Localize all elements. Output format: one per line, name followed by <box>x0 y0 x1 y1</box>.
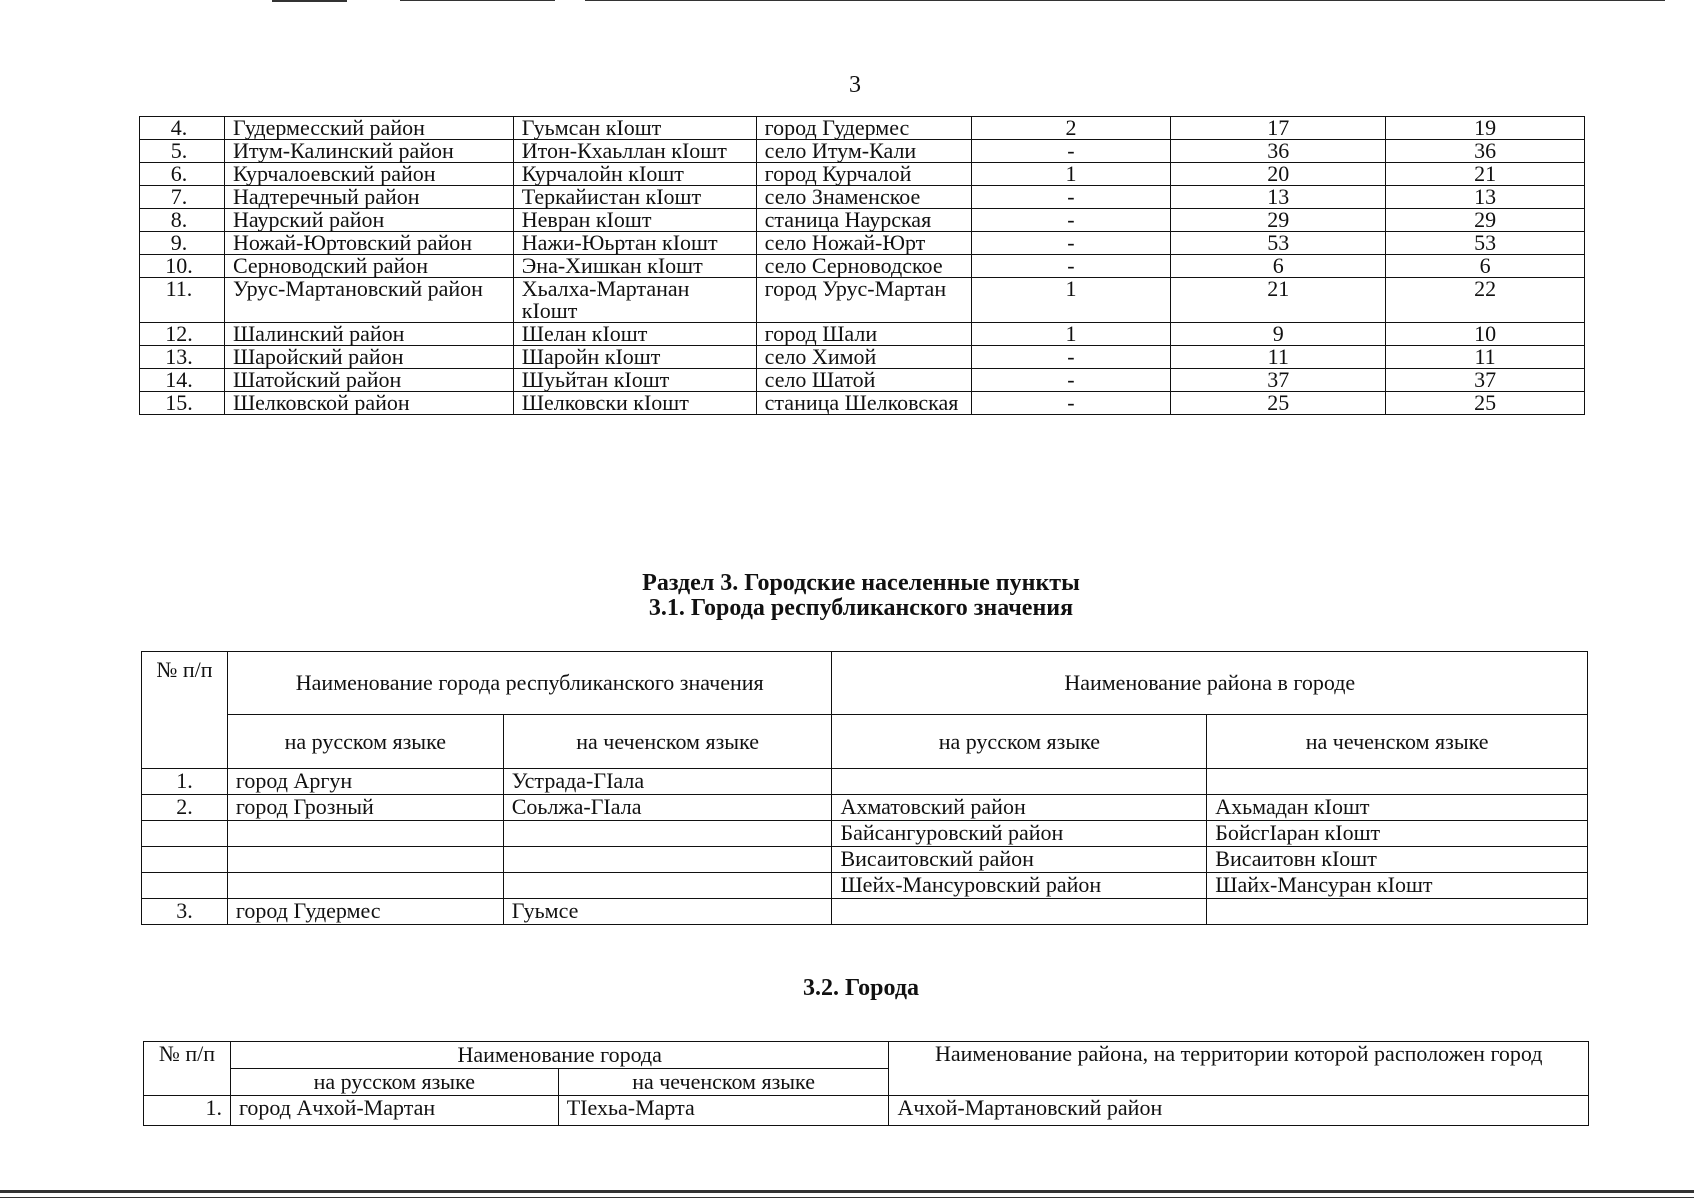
table-row <box>142 873 1588 899</box>
row-number <box>142 821 228 847</box>
section-title: Раздел 3. Городские населенные пункты <box>642 570 1080 596</box>
administrative-center: станица Наурская <box>756 209 971 232</box>
row-number: 11. <box>140 278 225 323</box>
district-name-ru: Шелковской район <box>224 392 513 415</box>
scan-line-bottom <box>0 1197 1694 1198</box>
rural-settlement-count: 29 <box>1171 209 1386 232</box>
header-city-ce: на чеченском языке <box>558 1069 889 1096</box>
administrative-center: город Курчалой <box>756 163 971 186</box>
administrative-center: город Урус-Мартан <box>756 278 971 323</box>
total-settlement-count: 13 <box>1386 186 1585 209</box>
city-name-ru <box>227 847 503 873</box>
cities-table <box>143 1041 1589 1126</box>
table-row <box>142 795 1588 821</box>
total-settlement-count: 6 <box>1386 255 1585 278</box>
header-district: Наименование района, на территории которой расположен город <box>889 1042 1589 1096</box>
city-district-ce: Шайх-Мансуран кIошт <box>1207 873 1588 899</box>
city-district-ru: Висаитовский район <box>832 847 1207 873</box>
rural-settlement-count: 36 <box>1171 140 1386 163</box>
table-row <box>140 186 1585 209</box>
table-row <box>140 163 1585 186</box>
district-name-ce: Нажи-Юьртан кIошт <box>513 232 756 255</box>
district-name-ru: Курчалоевский район <box>224 163 513 186</box>
total-settlement-count: 19 <box>1386 117 1585 140</box>
header-city-ru: на русском языке <box>227 715 503 769</box>
city-district-ce: Ахьмадан кIошт <box>1207 795 1588 821</box>
rural-settlement-count: 6 <box>1171 255 1386 278</box>
district-name-ru: Шалинский район <box>224 323 513 346</box>
row-number: 2. <box>142 795 228 821</box>
rural-settlement-count: 37 <box>1171 369 1386 392</box>
rural-settlement-count: 17 <box>1171 117 1386 140</box>
district-name-ce: Теркайистан кIошт <box>513 186 756 209</box>
row-number: 7. <box>140 186 225 209</box>
table-row <box>140 209 1585 232</box>
header-district-ru: на русском языке <box>832 715 1207 769</box>
administrative-center: село Шатой <box>756 369 971 392</box>
row-number <box>142 873 228 899</box>
header-city-ce: на чеченском языке <box>503 715 832 769</box>
administrative-center: город Шали <box>756 323 971 346</box>
table-row <box>140 278 1585 323</box>
city-name-ce <box>503 847 832 873</box>
administrative-center: село Знаменское <box>756 186 971 209</box>
city-district-ru <box>832 769 1207 795</box>
city-district-ce: БойсгIаран кIошт <box>1207 821 1588 847</box>
total-settlement-count: 37 <box>1386 369 1585 392</box>
urban-settlement-count: 2 <box>971 117 1171 140</box>
city-name-ce: Устрада-ГIала <box>503 769 832 795</box>
city-name-ce: Соьлжа-ГIала <box>503 795 832 821</box>
header-city: Наименование города республиканского значения <box>227 652 832 715</box>
total-settlement-count: 11 <box>1386 346 1585 369</box>
table-row <box>140 346 1585 369</box>
header-num: № п/п <box>142 652 228 769</box>
district-name-ce: Шелковски кIошт <box>513 392 756 415</box>
total-settlement-count: 10 <box>1386 323 1585 346</box>
table-row <box>140 369 1585 392</box>
district-name: Ачхой-Мартановский район <box>889 1096 1589 1126</box>
row-number: 14. <box>140 369 225 392</box>
district-name-ru: Итум-Калинский район <box>224 140 513 163</box>
total-settlement-count: 22 <box>1386 278 1585 323</box>
table-row <box>140 392 1585 415</box>
city-name-ru: город Аргун <box>227 769 503 795</box>
row-number: 12. <box>140 323 225 346</box>
row-number <box>142 847 228 873</box>
urban-settlement-count: 1 <box>971 163 1171 186</box>
republican-cities-table <box>141 651 1588 925</box>
row-number: 10. <box>140 255 225 278</box>
scan-line-top <box>272 0 347 2</box>
administrative-center: станица Шелковская <box>756 392 971 415</box>
district-name-ce: Шелан кIошт <box>513 323 756 346</box>
row-number: 15. <box>140 392 225 415</box>
header-district: Наименование района в городе <box>832 652 1588 715</box>
rural-settlement-count: 20 <box>1171 163 1386 186</box>
urban-settlement-count: 1 <box>971 323 1171 346</box>
city-district-ce: Висаитовн кIошт <box>1207 847 1588 873</box>
table-row <box>142 899 1588 925</box>
city-name-ce <box>503 873 832 899</box>
rural-settlement-count: 13 <box>1171 186 1386 209</box>
city-district-ce <box>1207 769 1588 795</box>
row-number: 6. <box>140 163 225 186</box>
table-row <box>140 255 1585 278</box>
row-number: 5. <box>140 140 225 163</box>
district-name-ce: Гуьмсан кIошт <box>513 117 756 140</box>
table-row <box>142 769 1588 795</box>
total-settlement-count: 25 <box>1386 392 1585 415</box>
district-name-ru: Шатойский район <box>224 369 513 392</box>
district-name-ce: Шуьйтан кIошт <box>513 369 756 392</box>
district-name-ce: Невран кIошт <box>513 209 756 232</box>
city-name-ru <box>227 821 503 847</box>
urban-settlement-count: 1 <box>971 278 1171 323</box>
district-name-ru: Урус-Мартановский район <box>224 278 513 323</box>
rural-settlement-count: 25 <box>1171 392 1386 415</box>
city-district-ce <box>1207 899 1588 925</box>
district-name-ru: Надтеречный район <box>224 186 513 209</box>
urban-settlement-count: - <box>971 392 1171 415</box>
urban-settlement-count: - <box>971 209 1171 232</box>
total-settlement-count: 53 <box>1386 232 1585 255</box>
city-district-ru <box>832 899 1207 925</box>
district-name-ce: Курчалойн кIошт <box>513 163 756 186</box>
rural-settlement-count: 9 <box>1171 323 1386 346</box>
district-name-ru: Гудермесский район <box>224 117 513 140</box>
rural-settlement-count: 11 <box>1171 346 1386 369</box>
rural-settlement-count: 53 <box>1171 232 1386 255</box>
administrative-center: село Химой <box>756 346 971 369</box>
rural-settlement-count: 21 <box>1171 278 1386 323</box>
total-settlement-count: 29 <box>1386 209 1585 232</box>
district-name-ce: Эна-Хишкан кIошт <box>513 255 756 278</box>
row-number: 4. <box>140 117 225 140</box>
table-row <box>140 117 1585 140</box>
header-city: Наименование города <box>230 1042 889 1069</box>
district-name-ce: Хьалха-Мартанан кIошт <box>513 278 756 323</box>
table-row <box>142 847 1588 873</box>
city-district-ru: Ахматовский район <box>832 795 1207 821</box>
scan-line-top <box>585 0 1665 1</box>
total-settlement-count: 36 <box>1386 140 1585 163</box>
urban-settlement-count: - <box>971 232 1171 255</box>
city-district-ru: Байсангуровский район <box>832 821 1207 847</box>
total-settlement-count: 21 <box>1386 163 1585 186</box>
urban-settlement-count: - <box>971 140 1171 163</box>
district-name-ru: Наурский район <box>224 209 513 232</box>
district-name-ru: Шаройский район <box>224 346 513 369</box>
urban-settlement-count: - <box>971 346 1171 369</box>
section-title-3-2: 3.2. Города <box>803 975 919 1001</box>
city-name-ce: ТIехьа-Марта <box>558 1096 889 1126</box>
header-num: № п/п <box>144 1042 231 1096</box>
table-row <box>142 821 1588 847</box>
administrative-center: село Ножай-Юрт <box>756 232 971 255</box>
section-subtitle: 3.1. Города республиканского значения <box>648 595 1074 621</box>
city-name-ru: город Гудермес <box>227 899 503 925</box>
city-name-ru: город Грозный <box>227 795 503 821</box>
urban-settlement-count: - <box>971 255 1171 278</box>
table-row <box>140 323 1585 346</box>
scan-line-bottom <box>0 1190 1694 1193</box>
urban-settlement-count: - <box>971 369 1171 392</box>
district-name-ru: Ножай-Юртовский район <box>224 232 513 255</box>
header-district-ce: на чеченском языке <box>1207 715 1588 769</box>
header-city-ru: на русском языке <box>230 1069 558 1096</box>
district-name-ce: Итон-Кхаьллан кIошт <box>513 140 756 163</box>
table-row <box>140 140 1585 163</box>
row-number: 1. <box>142 769 228 795</box>
district-name-ce: Шаройн кIошт <box>513 346 756 369</box>
table-row <box>140 232 1585 255</box>
urban-settlement-count: - <box>971 186 1171 209</box>
administrative-center: город Гудермес <box>756 117 971 140</box>
table-row <box>144 1096 1589 1126</box>
row-number: 3. <box>142 899 228 925</box>
row-number: 8. <box>140 209 225 232</box>
districts-table <box>139 116 1585 415</box>
row-number: 9. <box>140 232 225 255</box>
scan-line-top <box>400 0 555 1</box>
administrative-center: село Итум-Кали <box>756 140 971 163</box>
row-number: 13. <box>140 346 225 369</box>
city-name-ru: город Ачхой-Мартан <box>230 1096 558 1126</box>
page-number: 3 <box>849 72 861 98</box>
city-name-ce: Гуьмсе <box>503 899 832 925</box>
administrative-center: село Серноводское <box>756 255 971 278</box>
city-name-ce <box>503 821 832 847</box>
row-number: 1. <box>144 1096 231 1126</box>
city-district-ru: Шейх-Мансуровский район <box>832 873 1207 899</box>
district-name-ru: Серноводский район <box>224 255 513 278</box>
city-name-ru <box>227 873 503 899</box>
